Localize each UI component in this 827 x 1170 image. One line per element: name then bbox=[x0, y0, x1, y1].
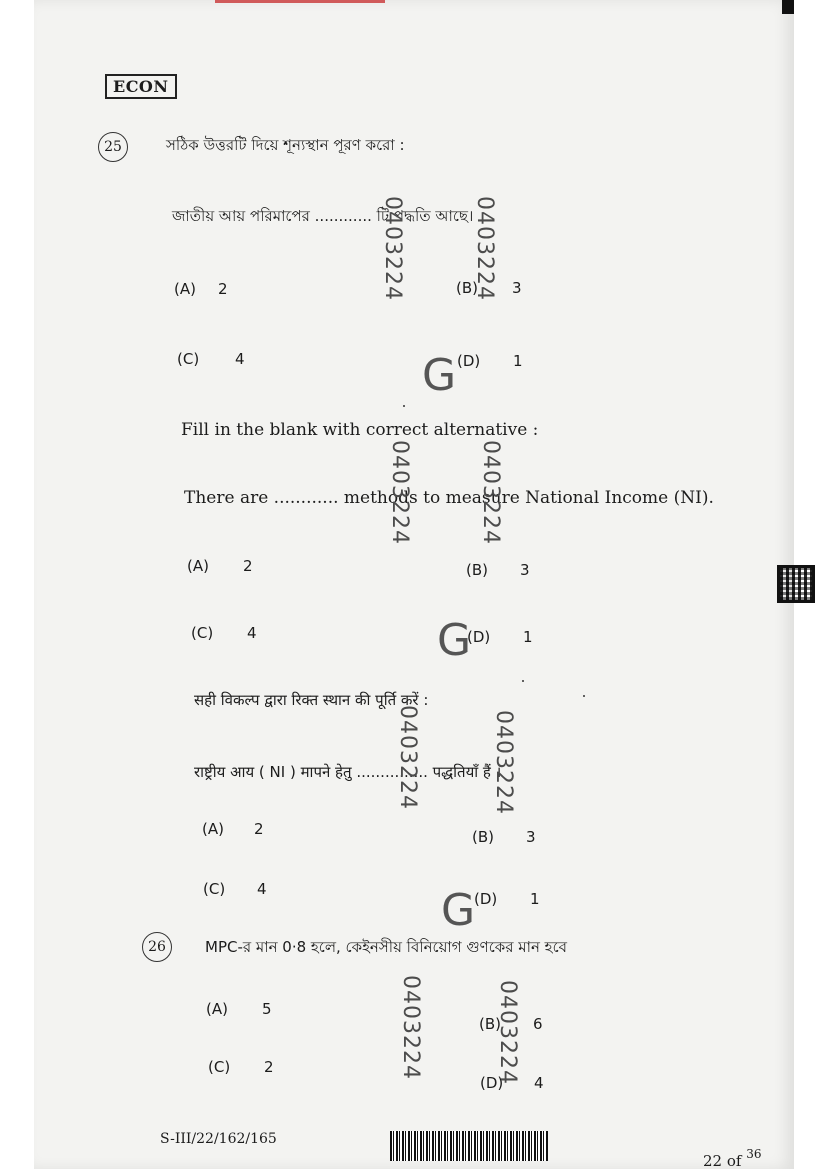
watermark-code: 0403224 bbox=[398, 975, 423, 1080]
option-value: 3 bbox=[512, 279, 522, 297]
q25-english-option-a bbox=[187, 557, 253, 575]
q26-bengali-statement: MPC-র মান 0·8 হলে, কেইনসীয় বিনিয়োগ গুণকের মান হবে bbox=[205, 938, 567, 956]
q25-english-option-c bbox=[191, 624, 257, 642]
option-value: 3 bbox=[520, 561, 530, 579]
question-number-26: 26 bbox=[142, 932, 172, 962]
q25-bengali-instruction: সঠিক উত্তরটি দিয়ে শূন্যস্থান পূরণ করো : bbox=[166, 136, 405, 154]
q26-option-c bbox=[208, 1058, 274, 1076]
option-value: 4 bbox=[257, 880, 267, 898]
option-value: 1 bbox=[523, 628, 533, 646]
watermark-code: 0403224 bbox=[395, 705, 420, 810]
option-label: (A) bbox=[206, 1000, 228, 1018]
option-label: (D) bbox=[474, 890, 498, 908]
q25-hindi-option-c bbox=[203, 880, 267, 898]
option-label: (D) bbox=[457, 352, 481, 370]
option-label: (C) bbox=[177, 350, 200, 368]
q25-hindi-instruction: सही विकल्प द्वारा रिक्त स्थान की पूर्ति करें : bbox=[194, 691, 429, 709]
page-number bbox=[703, 1147, 762, 1170]
q25-english-option-b bbox=[466, 561, 530, 579]
option-value: 5 bbox=[262, 1000, 272, 1018]
option-value: 6 bbox=[533, 1015, 543, 1033]
page-corner-shadow bbox=[782, 0, 794, 14]
q25-english-instruction: Fill in the blank with correct alternative : bbox=[181, 420, 539, 440]
q25-hindi-statement: राष्ट्रीय आय ( NI ) मापने हेतु ............... पद्धतियाँ हैं । bbox=[194, 763, 502, 781]
option-label: (B) bbox=[466, 561, 488, 579]
q26-option-a bbox=[206, 1000, 272, 1018]
q25-bengali-statement: জাতীয় আয় পরিমাপের ............ টি পদ্ধতি আছে। bbox=[172, 207, 474, 225]
watermark-letter: G bbox=[422, 350, 457, 401]
qr-code bbox=[777, 565, 815, 603]
q25-hindi-option-a bbox=[202, 820, 264, 838]
option-value: 2 bbox=[254, 820, 264, 838]
option-value: 1 bbox=[513, 352, 523, 370]
page-of-label: of bbox=[726, 1152, 742, 1170]
watermark-code: 0403224 bbox=[380, 196, 405, 301]
q25-hindi-option-d bbox=[474, 890, 540, 908]
watermark-letter: G bbox=[441, 885, 476, 936]
q25-english-option-d bbox=[467, 628, 533, 646]
option-label: (C) bbox=[208, 1058, 231, 1076]
option-label: (D) bbox=[467, 628, 491, 646]
print-speck bbox=[403, 405, 405, 407]
watermark-code: 0403224 bbox=[478, 440, 503, 545]
subject-code-box: ECON bbox=[105, 74, 177, 99]
q25-hindi-option-b bbox=[472, 828, 536, 846]
page-total: 36 bbox=[746, 1147, 762, 1161]
option-value: 2 bbox=[218, 280, 228, 298]
option-label: (A) bbox=[187, 557, 209, 575]
watermark-code: 0403224 bbox=[495, 980, 520, 1085]
q25-bengali-option-a bbox=[174, 280, 228, 298]
option-value: 2 bbox=[243, 557, 253, 575]
watermark-code: 0403224 bbox=[472, 196, 497, 301]
watermark-letter: G bbox=[437, 615, 472, 666]
page-edge-mark bbox=[215, 0, 385, 3]
option-value: 3 bbox=[526, 828, 536, 846]
question-number-25: 25 bbox=[98, 132, 128, 162]
option-value: 4 bbox=[534, 1074, 544, 1092]
option-label: (C) bbox=[191, 624, 214, 642]
q25-bengali-option-c bbox=[177, 350, 245, 368]
barcode bbox=[390, 1131, 548, 1161]
option-label: (B) bbox=[472, 828, 494, 846]
option-label: (B) bbox=[479, 1015, 501, 1033]
q25-bengali-option-d bbox=[457, 352, 523, 370]
q25-english-statement: There are ............ methods to measure National Income (NI). bbox=[184, 488, 714, 508]
option-label: (B) bbox=[456, 279, 478, 297]
option-label: (D) bbox=[480, 1074, 504, 1092]
option-label: (A) bbox=[202, 820, 224, 838]
watermark-code: 0403224 bbox=[387, 440, 412, 545]
watermark-code: 0403224 bbox=[491, 710, 516, 815]
option-value: 2 bbox=[264, 1058, 274, 1076]
option-value: 4 bbox=[235, 350, 245, 368]
option-value: 1 bbox=[530, 890, 540, 908]
page-current: 22 bbox=[703, 1152, 723, 1170]
option-label: (A) bbox=[174, 280, 196, 298]
option-label: (C) bbox=[203, 880, 226, 898]
print-speck bbox=[522, 680, 524, 682]
option-value: 4 bbox=[247, 624, 257, 642]
print-speck bbox=[583, 695, 585, 697]
paper-code: S-III/22/162/165 bbox=[160, 1131, 277, 1147]
